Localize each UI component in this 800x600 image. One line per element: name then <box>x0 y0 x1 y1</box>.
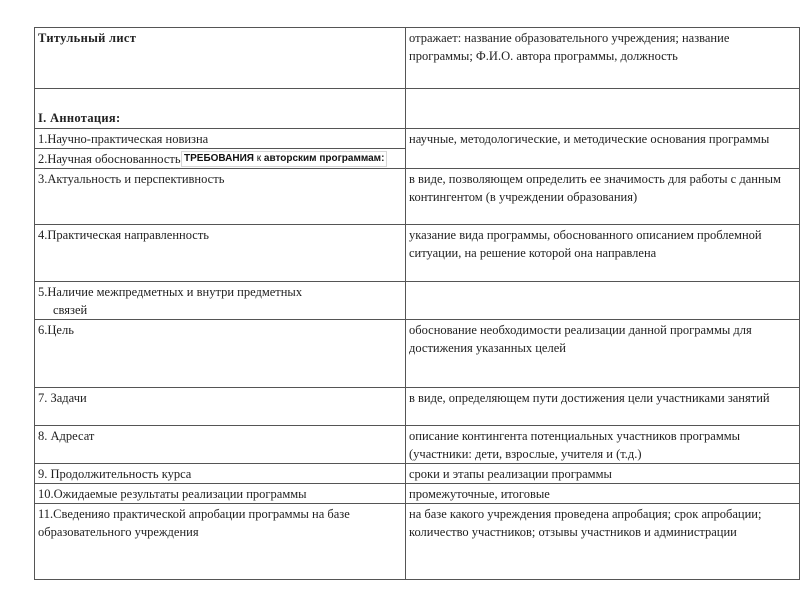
table-row <box>35 504 800 580</box>
table-row <box>35 28 800 89</box>
row-description: сроки и этапы реализации программы <box>406 464 800 484</box>
overlay-title-preposition: к <box>256 153 262 164</box>
row-description: указание вида программы, обоснованного описанием проблемной ситуации, на решение которой она направлена <box>406 225 800 282</box>
row-label: 10.Ожидаемые результаты реализации программы <box>35 484 406 504</box>
row-description: обоснование необходимости реализации данной программы для достижения указанных целей <box>406 320 800 388</box>
table-row <box>35 388 800 426</box>
row-label: 7. Задачи <box>35 388 406 426</box>
row-description: отражает: название образовательного учреждения; название программы; Ф.И.О. автора программы, должность <box>406 28 800 89</box>
requirements-title-overlay <box>181 151 387 167</box>
table-row <box>35 89 800 129</box>
table-row <box>35 320 800 388</box>
section-heading-text: I. Аннотация: <box>38 111 121 125</box>
row-label-line: 5.Наличие межпредметных и внутри предметных <box>38 285 303 299</box>
row-label: 4.Практическая направленность <box>35 225 406 282</box>
row-label: 8. Адресат <box>35 426 406 464</box>
row-description: в виде, определяющем пути достижения цели участниками занятий <box>406 388 800 426</box>
row-description: на базе какого учреждения проведена апробация; срок апробации; количество участников; отзывы участников и администрации <box>406 504 800 580</box>
requirements-table <box>34 27 800 580</box>
row-label <box>35 282 406 320</box>
table-row <box>35 225 800 282</box>
row-label: 3.Актуальность и перспективность <box>35 169 406 225</box>
table-row <box>35 464 800 484</box>
row-description: описание контингента потенциальных участников программы (участники: дети, взрослые, учителя и (т.д.) <box>406 426 800 464</box>
overlay-title-rest: авторским программам: <box>263 153 385 164</box>
row-label: Титульный лист <box>35 28 406 89</box>
table-row <box>35 282 800 320</box>
row-label: 9. Продолжительность курса <box>35 464 406 484</box>
row-description <box>406 89 800 129</box>
row-label: 11.Сведенияо практической апробации программы на базе образовательного учреждения <box>35 504 406 580</box>
row-description: в виде, позволяющем определить ее значимость для работы с данным контингентом (в учреждении образования) <box>406 169 800 225</box>
row-label: 6.Цель <box>35 320 406 388</box>
overlay-title-word: ТРЕБОВАНИЯ <box>184 153 254 164</box>
table-row <box>35 484 800 504</box>
row-label: 2.Научная обоснованность <box>35 149 406 169</box>
section-heading <box>35 89 406 129</box>
table-row <box>35 129 800 149</box>
row-description: промежуточные, итоговые <box>406 484 800 504</box>
row-label: 1.Научно-практическая новизна <box>35 129 406 149</box>
row-description <box>406 282 800 320</box>
row-label-line: связей <box>53 303 88 317</box>
row-description: научные, методологические, и методические основания программы <box>406 129 800 169</box>
table-row <box>35 426 800 464</box>
table-row <box>35 169 800 225</box>
